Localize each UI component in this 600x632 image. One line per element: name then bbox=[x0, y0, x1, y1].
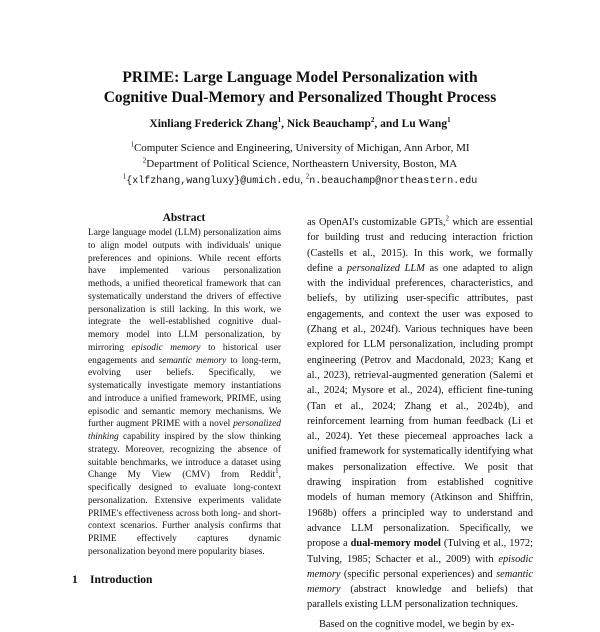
author-list bbox=[60, 116, 540, 132]
text-run: to long-term, evolving user beliefs. Specifically, we systematically investigate memory instantiations and introduce a unified framework, PRIME, using episodic and semantic memory mechanisms. We further augment PRIME with a novel bbox=[88, 355, 282, 430]
title-line-2: Cognitive Dual-Memory and Personalized Thought Process bbox=[103, 89, 497, 106]
emphasis-text: personalized LLM bbox=[346, 262, 425, 274]
paper-title bbox=[60, 68, 540, 108]
title-line-1: PRIME: Large Language Model Personalization with bbox=[122, 69, 478, 86]
email-mark: 2 bbox=[305, 172, 310, 181]
affiliations bbox=[60, 140, 540, 190]
emphasis-text: semantic memory bbox=[307, 568, 533, 596]
affiliation-mark: 2 bbox=[142, 156, 147, 165]
email-address[interactable]: n.beauchamp@northeastern.edu bbox=[309, 176, 478, 187]
author-affiliation-mark: 1 bbox=[277, 116, 282, 125]
affiliation-text: Department of Political Science, Northeastern University, Boston, MA bbox=[146, 158, 458, 170]
text-run: to historical user engagements and bbox=[88, 342, 281, 366]
text-run: Large language model (LLM) personalization aims to align model outputs with individuals' unique preferences and opinions. While recent efforts have implemented various personalization methods, a unified theoretical framework that can systematically understand the drivers of effective personalization is still lacking. In this work, we integrate the well-established cognitive dual-memory model into LLM personalization, by mirroring bbox=[88, 228, 281, 353]
text-run: (Tulving et al., 1972; Tulving, 1985; Schacter et al., 2009) with bbox=[307, 538, 533, 565]
footnote-mark: 2 bbox=[445, 214, 450, 223]
affiliation-line bbox=[60, 156, 540, 172]
author-affiliation-mark: 2 bbox=[370, 116, 375, 125]
bold-text: dual-memory model bbox=[350, 538, 441, 550]
affiliation-mark: 1 bbox=[130, 140, 134, 149]
text-run: (abstract knowledge and beliefs) that parallels existing LLM personalization techniques. bbox=[307, 584, 533, 611]
emphasis-text: semantic memory bbox=[158, 355, 227, 366]
right-column-body bbox=[307, 215, 533, 632]
text-run: as one adapted to align with the individual preferences, characteristics, and beliefs, by utilizing user-specific attributes, past engagements, and context the user was exposed to (Zhang et al., 2024f). Various techniques have been explored for LLM personalization, including prompt engineering (Petrov and Macdonald, 2023; Kang et al., 2023), retrieval-augmented generation (Salemi et al., 2024; Mysore et al., 2024), efficient fine-tuning (Tan et al., 2024; Zhang et al., 2024b), and reinforcement learning from human feedback (Li et al., 2024). Yet these piecemeal approaches lack a unified framework for systematically identifying what makes personalization effective. We posit that drawing inspiration from established cognitive models of human memory (Atkinson and Shiffrin, 1968b) offers a principled way to understand and advance LLM personalization. Specifically, we propose a bbox=[307, 262, 533, 550]
author-affiliation-mark: 1 bbox=[447, 116, 451, 125]
author-name: Xinliang Frederick Zhang bbox=[149, 118, 278, 130]
abstract-paragraph bbox=[88, 227, 281, 559]
affiliation-line bbox=[60, 140, 540, 156]
body-paragraph bbox=[307, 617, 533, 632]
author-separator: , and bbox=[374, 118, 402, 130]
section-title: Introduction bbox=[90, 574, 153, 586]
emphasis-text: episodic memory bbox=[131, 342, 201, 353]
text-run: , specifically designed to evaluate long-context personalization. Extensive experiments validate PRIME's effectiveness across both long- and short-context scenarios. Further analysis confirms that PRIME effectively captures dynamic personalization beyond mere popularity biases. bbox=[88, 470, 281, 557]
abstract-heading: Abstract bbox=[162, 212, 206, 224]
text-run: capability inspired by the slow thinking strategy. Moreover, recognizing the absence of suitable benchmarks, we introduce a dataset using Change My View (CMV) from Reddit bbox=[88, 432, 281, 481]
footnote-mark: 1 bbox=[275, 467, 279, 476]
author-name: Lu Wang bbox=[401, 118, 448, 130]
section-heading-introduction bbox=[72, 574, 152, 586]
author-separator: , bbox=[281, 118, 287, 130]
email-line: $^1${xlfzhang,wangluxy}@umich.edu, $^2$n.beauchamp@northeastern.edu bbox=[122, 172, 478, 187]
emphasis-text: episodic memory bbox=[307, 553, 533, 580]
text-run: as OpenAI's customizable GPTs, bbox=[307, 217, 446, 228]
email-address[interactable]: {xlfzhang,wangluxy}@umich.edu bbox=[126, 176, 301, 187]
section-number: 1 bbox=[72, 574, 78, 586]
affiliation-text: Computer Science and Engineering, University of Michigan, Ann Arbor, MI bbox=[133, 142, 470, 154]
text-run: which are essential for building trust and reducing interaction friction (Castells et al., 2015). In this work, we formally define a bbox=[307, 217, 534, 274]
emphasis-text: personalized thinking bbox=[88, 419, 281, 442]
abstract-body bbox=[88, 227, 281, 559]
text-run: Based on the cognitive model, we begin by ex- bbox=[319, 618, 515, 630]
body-paragraph bbox=[307, 215, 533, 613]
text-run: (specific personal experiences) and bbox=[340, 568, 497, 580]
email-mark: 1 bbox=[122, 172, 127, 181]
author-name: Nick Beauchamp bbox=[286, 118, 371, 130]
